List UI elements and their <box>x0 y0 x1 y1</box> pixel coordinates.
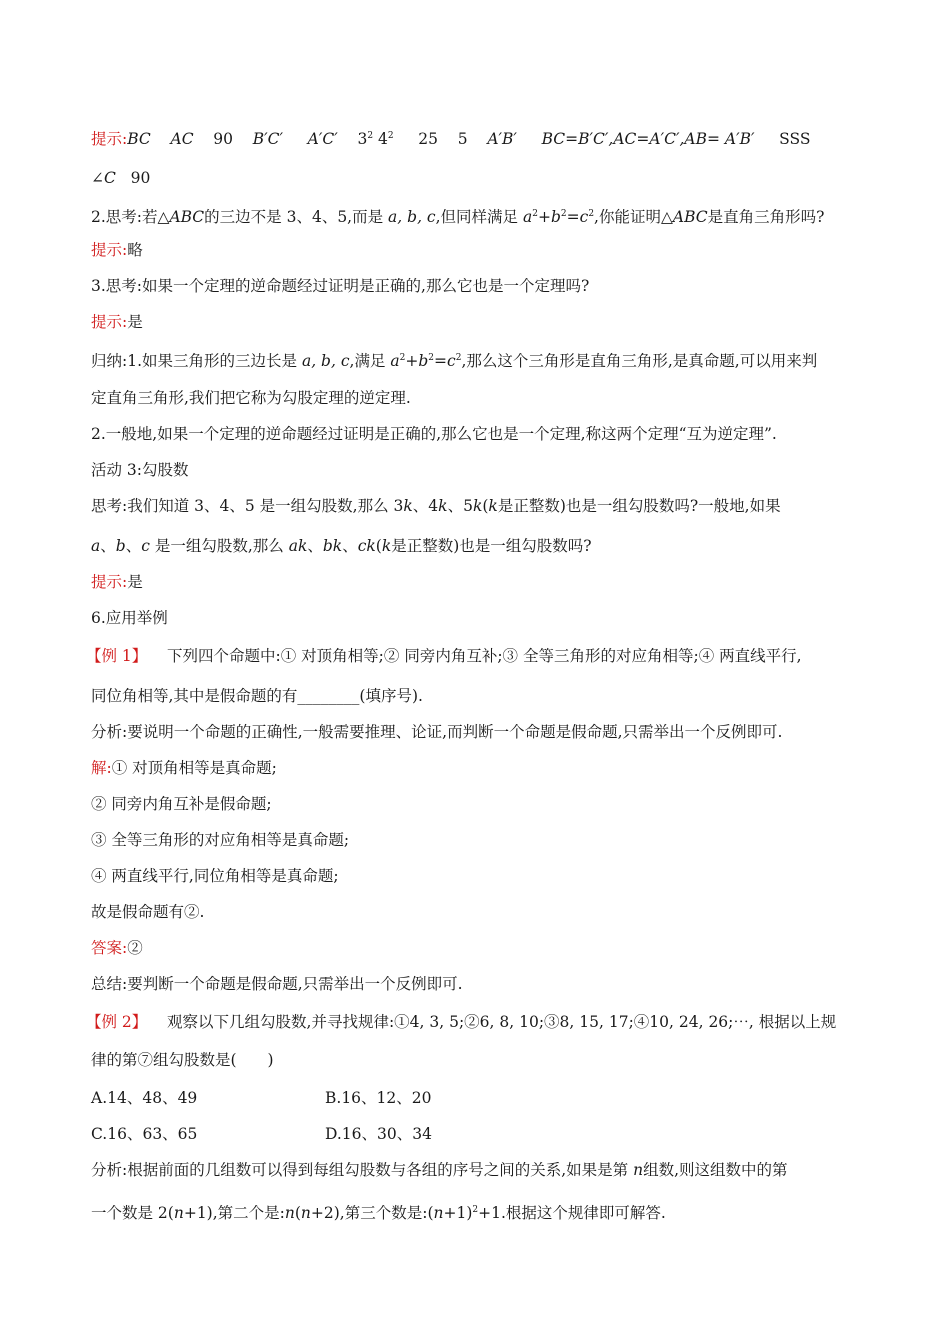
math-term: = <box>566 208 580 226</box>
hint-line <box>91 571 890 593</box>
text: +1),第二个是: <box>183 1204 285 1222</box>
math-term: A′B′ <box>487 130 517 148</box>
solution-line <box>91 829 890 851</box>
summary-1 <box>91 347 890 372</box>
exponent: 2 <box>387 131 394 141</box>
option-d: D.16、30、34 <box>325 1125 432 1143</box>
math-term: b <box>550 208 561 226</box>
math-term: c <box>447 352 456 370</box>
question-3 <box>91 275 890 297</box>
math-term: n <box>433 1204 444 1222</box>
math-term: c <box>579 208 589 226</box>
options-row-2 <box>91 1123 890 1145</box>
text: +1.根据这个规律即可解答. <box>478 1204 666 1222</box>
text: 、 <box>307 537 323 555</box>
hint-label: 提示: <box>91 130 128 148</box>
text: ④ 两直线平行,同位角相等是真命题; <box>91 867 339 885</box>
math-term: c <box>141 537 150 555</box>
math-term: n <box>300 1204 311 1222</box>
exponent: 2 <box>588 209 595 219</box>
text: 分析:根据前面的几组数可以得到每组勾股数与各组的序号之间的关系,如果是第 <box>91 1161 634 1179</box>
options-row-1 <box>91 1087 890 1109</box>
text: 观察以下几组勾股数,并寻找规律:①4, 3, 5;②6, 8, 10;③8, 15, 17;④10, 24, 26;⋯, 根据以上规 <box>167 1013 837 1031</box>
think-line-cont <box>91 535 890 557</box>
section-heading <box>91 607 890 629</box>
option-c: C.16、63、65 <box>91 1125 198 1143</box>
example-2-cont <box>91 1049 890 1071</box>
text: 是正整数)也是一组勾股数吗? <box>391 537 592 555</box>
text: 的三边不是 3、4、5,而是 <box>204 208 389 226</box>
text: 故是假命题有②. <box>91 903 205 921</box>
math-term: b <box>115 537 126 555</box>
math-term: 5 <box>457 130 468 148</box>
math-term: n <box>173 1204 184 1222</box>
math-term: k <box>488 497 498 515</box>
option-a: A.14、48、49 <box>91 1089 198 1107</box>
text: ,但同样满足 <box>435 208 523 226</box>
math-term: ck <box>357 537 376 555</box>
text: 活动 3:勾股数 <box>91 461 189 479</box>
math-term: A′C′ <box>307 130 338 148</box>
math-term: + <box>405 352 419 370</box>
hint-label: 提示: <box>91 313 128 331</box>
hint-line-1 <box>91 125 890 150</box>
exponent: 2 <box>367 131 374 141</box>
math-term: n <box>284 1204 295 1222</box>
text: ,那么这个三角形是直角三角形,是真命题,可以用来判 <box>461 352 818 370</box>
text: 同位角相等,其中是假命题的有________(填序号). <box>91 687 423 705</box>
text: ① 对顶角相等是真命题; <box>111 759 277 777</box>
exponent: 2 <box>532 209 538 219</box>
math-term: BC=B′C′,AC=A′C′,AB= A′B′ <box>541 130 755 148</box>
answer-line <box>91 937 890 959</box>
math-term: ABC <box>169 208 205 226</box>
text: ② <box>127 939 143 957</box>
solution-line <box>91 865 890 887</box>
text: 分析:要说明一个命题的正确性,一般需要推理、论证,而判断一个命题是假命题,只需举出一个反例即可. <box>91 723 783 741</box>
solution-line <box>91 793 890 815</box>
exponent: 2 <box>455 353 462 363</box>
example-2 <box>86 1011 890 1033</box>
text: +2),第三个数是:( <box>310 1204 434 1222</box>
text: 、5 <box>447 497 473 515</box>
math-term: BC <box>127 130 151 148</box>
text: ② 同旁内角互补是假命题; <box>91 795 272 813</box>
text: 是一组勾股数,那么 <box>149 537 289 555</box>
math-term: bk <box>322 537 343 555</box>
hint-line <box>91 311 890 333</box>
text: 、 <box>342 537 358 555</box>
hint-label: 提示: <box>91 573 128 591</box>
summary-2 <box>91 423 890 445</box>
exponent: 2 <box>560 209 567 219</box>
math-term: a <box>522 208 533 226</box>
hint-label: 提示: <box>91 241 128 259</box>
conclusion-line <box>91 973 890 995</box>
math-term: a <box>91 537 101 555</box>
option-b: B.16、12、20 <box>325 1089 432 1107</box>
math-term: b <box>418 352 429 370</box>
math-term: AC <box>170 130 194 148</box>
math-term: ABC <box>672 208 708 226</box>
text: 、4 <box>412 497 439 515</box>
text: ,你能证明△ <box>594 208 673 226</box>
text: ( <box>375 537 382 555</box>
math-term: k <box>472 497 483 515</box>
text: 定直角三角形,我们把它称为勾股定理的逆定理. <box>91 389 411 407</box>
math-term: k <box>381 537 392 555</box>
exponent: 2 <box>472 1205 479 1215</box>
text: ③ 全等三角形的对应角相等是真命题; <box>91 831 350 849</box>
analysis-2 <box>91 1159 890 1181</box>
text: 总结:要判断一个命题是假命题,只需举出一个反例即可. <box>91 975 463 993</box>
math-term: 25 <box>418 130 439 148</box>
math-term: a, b, c <box>301 352 350 370</box>
text: 2.思考:若△ <box>91 208 170 226</box>
text: 6.应用举例 <box>91 609 168 627</box>
activity-heading <box>91 459 890 481</box>
math-term: n <box>633 1161 644 1179</box>
analysis-2-cont <box>91 1199 890 1224</box>
math-term: k <box>403 497 413 515</box>
question-2 <box>91 203 890 228</box>
text: 律的第⑦组勾股数是( ) <box>91 1051 274 1069</box>
solution-label: 解: <box>91 759 112 777</box>
math-term: SSS <box>779 130 811 148</box>
text: 一个数是 2( <box>91 1204 174 1222</box>
math-term: 3 <box>357 130 368 148</box>
solution-line <box>91 757 890 779</box>
example-1-cont <box>91 685 890 707</box>
text: 是 <box>127 313 143 331</box>
math-term: + <box>537 208 551 226</box>
text: 略 <box>127 241 143 259</box>
text: 组数,则这组数中的第 <box>643 1161 788 1179</box>
text: 归纳:1.如果三角形的三边长是 <box>91 352 302 370</box>
analysis-1 <box>91 721 890 743</box>
math-term: ∠C <box>91 169 116 187</box>
text: 、 <box>125 537 142 555</box>
math-term: 4 <box>378 130 388 148</box>
math-term: a <box>390 352 400 370</box>
think-line <box>91 495 890 517</box>
math-term: ak <box>288 537 308 555</box>
text: 思考:我们知道 3、4、5 是一组勾股数,那么 3 <box>91 497 404 515</box>
text: 是正整数)也是一组勾股数吗?一般地,如果 <box>497 497 781 515</box>
hint-line <box>91 239 890 261</box>
exponent: 2 <box>399 353 406 363</box>
math-term: 90 <box>213 130 234 148</box>
math-term: a, b, c <box>388 208 436 226</box>
text: ( <box>482 497 489 515</box>
text: +1) <box>443 1204 473 1222</box>
text: ( <box>294 1204 301 1222</box>
example-label: 【例 2】 <box>86 1013 148 1031</box>
answer-label: 答案: <box>91 939 128 957</box>
text: 、 <box>100 537 116 555</box>
summary-1-cont <box>91 387 890 409</box>
text: 2.一般地,如果一个定理的逆命题经过证明是正确的,那么它也是一个定理,称这两个定理“互为逆定理”. <box>91 425 777 443</box>
exponent: 2 <box>428 353 435 363</box>
math-term: B′C′ <box>252 130 284 148</box>
text: 下列四个命题中:① 对顶角相等;② 同旁内角互补;③ 全等三角形的对应角相等;④ 两直线平行, <box>167 647 802 665</box>
example-1 <box>86 645 890 667</box>
math-term: = <box>434 352 448 370</box>
math-term: 90 <box>130 169 151 187</box>
example-label: 【例 1】 <box>86 647 148 665</box>
text: 3.思考:如果一个定理的逆命题经过证明是正确的,那么它也是一个定理吗? <box>91 277 590 295</box>
text: ,满足 <box>349 352 391 370</box>
hint-line-2 <box>91 167 890 189</box>
text: 是直角三角形吗? <box>707 208 825 226</box>
math-term: k <box>438 497 448 515</box>
text: 是 <box>127 573 143 591</box>
solution-line <box>91 901 890 923</box>
